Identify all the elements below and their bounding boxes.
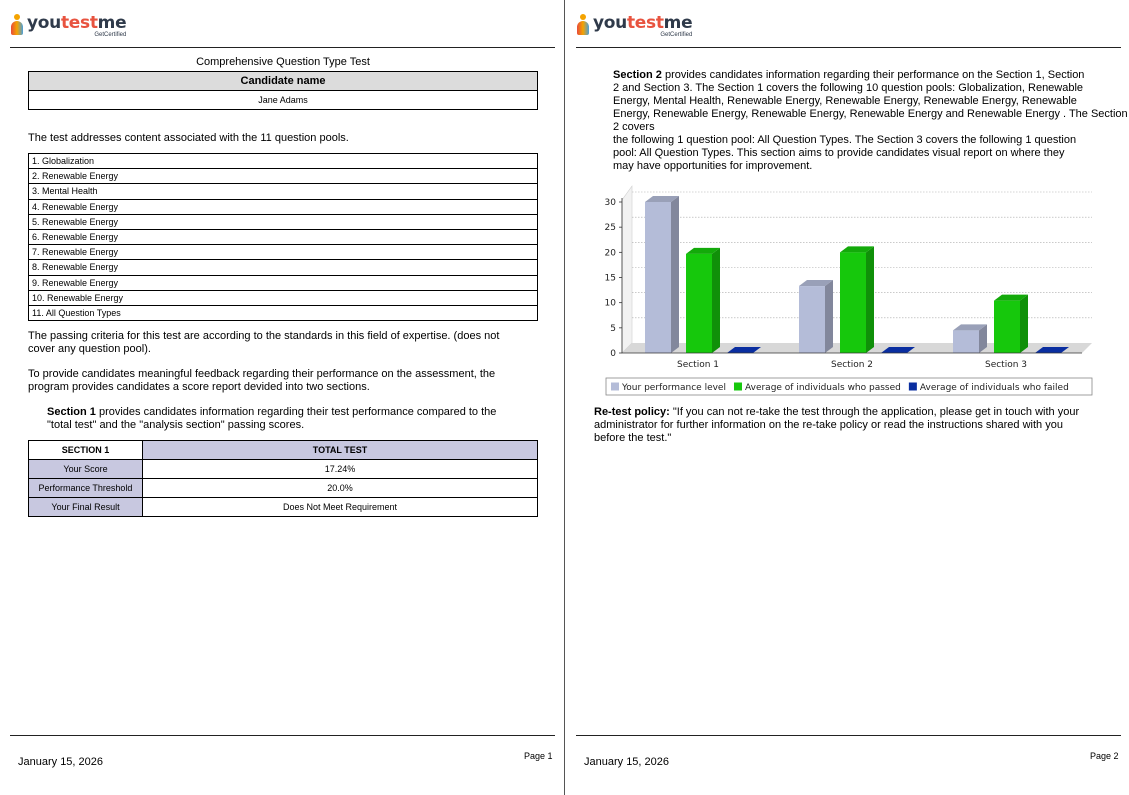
result-value: Does Not Meet Requirement (143, 498, 538, 517)
header-divider (576, 47, 1121, 48)
footer-divider (576, 735, 1121, 736)
brand-tagline: GetCertified (94, 32, 127, 38)
legend-item (611, 383, 726, 394)
y-tick-label: 10 (604, 298, 616, 309)
pool-item: 7. Renewable Energy (29, 245, 538, 260)
brand-logo: youtestme GetCertified (10, 14, 126, 38)
brand-logo: youtestme GetCertified (576, 14, 692, 38)
question-pools-list (28, 153, 538, 321)
candidate-name: Jane Adams (29, 91, 538, 110)
section1-description: Section 1 provides candidates information regarding their test performance compared to the "total test" and the "analysis section" passing scores. (47, 406, 497, 431)
pool-item: 2. Renewable Energy (29, 169, 538, 184)
bar-your-performance (799, 280, 833, 353)
total-test-col-header: TOTAL TEST (143, 441, 538, 460)
section1-col-header: SECTION 1 (29, 441, 143, 460)
test-title: Comprehensive Question Type Test (196, 56, 370, 68)
logo-person-icon (10, 14, 24, 36)
x-category-label: Section 3 (984, 360, 1028, 370)
chart-side-wall (622, 186, 632, 353)
footer-date: January 15, 2026 (584, 756, 670, 768)
pool-item: 10. Renewable Energy (29, 290, 538, 305)
legend-item (909, 383, 1069, 394)
page-number: Page 2 (1090, 751, 1119, 761)
y-tick-label: 20 (604, 248, 616, 259)
candidate-table (28, 71, 538, 110)
legend-swatch (611, 383, 619, 391)
x-category-label: Section 1 (676, 360, 720, 370)
bar-your-performance (645, 196, 679, 353)
score-value: 17.24% (143, 460, 538, 479)
feedback-text: To provide candidates meaningful feedback regarding their performance on the assessment, the program provides candidates a score report devided into two sections. (28, 368, 496, 393)
y-tick-label: 0 (610, 349, 616, 359)
pool-item: 6. Renewable Energy (29, 229, 538, 244)
pool-item: 9. Renewable Energy (29, 275, 538, 290)
pools-intro: The test addresses content associated with the 11 question pools. (28, 132, 349, 144)
footer-divider (10, 735, 555, 736)
retest-policy: Re-test policy: "If you can not re-take the test through the application, please get in touch with your administrator for further information on the re-take policy or read the instructions shared with you before the test." (594, 406, 1080, 444)
bar-passed-average (994, 295, 1028, 353)
threshold-label: Performance Threshold (29, 479, 143, 498)
x-category-label: Section 2 (830, 360, 874, 370)
legend-item (734, 383, 901, 394)
y-tick-label: 5 (610, 323, 616, 334)
y-tick-label: 25 (604, 223, 616, 234)
candidate-header: Candidate name (29, 72, 538, 91)
page-number: Page 1 (524, 751, 553, 761)
pool-item: 8. Renewable Energy (29, 260, 538, 275)
logo-person-icon (576, 14, 590, 36)
legend-swatch (734, 383, 742, 391)
footer-date: January 15, 2026 (18, 756, 104, 768)
report-page-2 (566, 0, 1129, 795)
header-divider (10, 47, 555, 48)
pool-item: 4. Renewable Energy (29, 199, 538, 214)
pool-item: 11. All Question Types (29, 305, 538, 320)
result-label: Your Final Result (29, 498, 143, 517)
passing-criteria-text: The passing criteria for this test are according to the standards in this field of expertise. (does not cover any question pool). (28, 330, 500, 355)
threshold-value: 20.0% (143, 479, 538, 498)
section1-score-table (28, 440, 538, 517)
legend-label: Your performance level (622, 383, 726, 393)
y-tick-label: 30 (604, 198, 616, 208)
bar-passed-average (840, 246, 874, 353)
pool-item: 5. Renewable Energy (29, 214, 538, 229)
pool-item: 3. Mental Health (29, 184, 538, 199)
bar-your-performance (953, 324, 987, 353)
pool-item: 1. Globalization (29, 154, 538, 169)
brand-tagline: GetCertified (660, 32, 693, 38)
y-tick-label: 15 (604, 273, 616, 284)
legend-label: Average of individuals who failed (919, 383, 1069, 393)
bar-passed-average (686, 248, 720, 353)
performance-chart (590, 182, 1100, 402)
section2-description: Section 2 provides candidates information regarding their performance on the Section 1, Section 2 and Section 3. The Section 1 covers the following 10 question pools: Globalization, Renewable Energy, Mental Health, Renewable Energy, Renewable Energy, Renewable Energy, Renewable Energy, Renewable Energy, Renewable Energy, Renewable Energy and Renewable Energy . The Section 2 covers the following 1 question pool: All Question Types. The Section 3 covers the following 1 question pool: All Question Types. This section aims to provide candidates visual report on where they may have opportunities for improvement. (613, 69, 1128, 172)
legend-swatch (909, 383, 917, 391)
legend-label: Average of individuals who passed (744, 383, 901, 393)
score-label: Your Score (29, 460, 143, 479)
